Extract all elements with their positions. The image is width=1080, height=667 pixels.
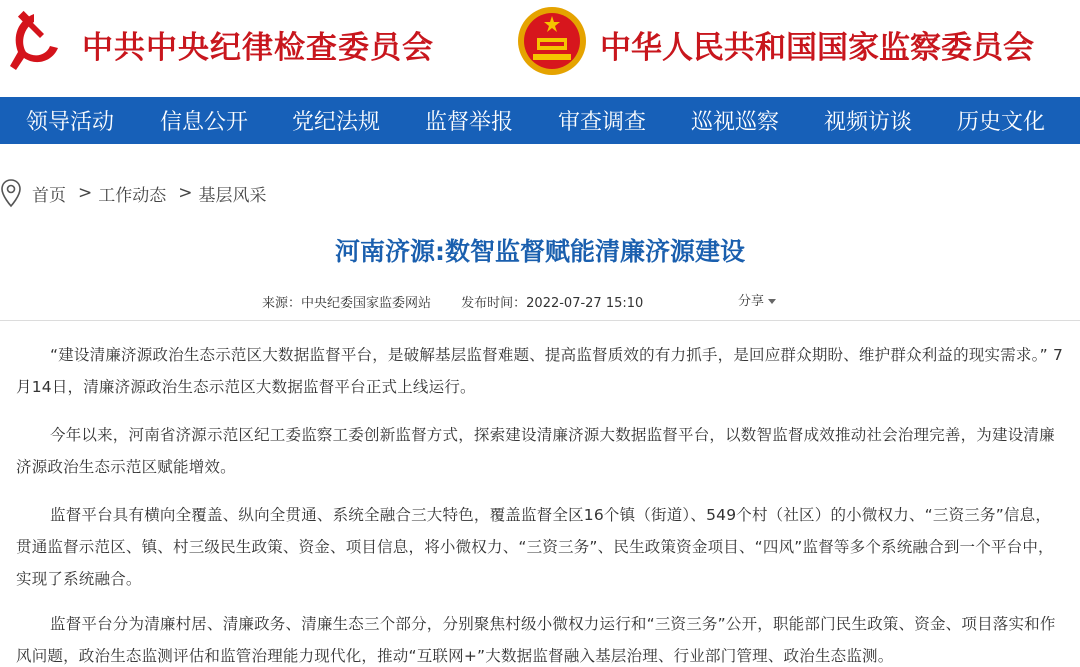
article-source: 来源：中央纪委国家监委网站	[262, 296, 432, 311]
national-emblem-icon	[515, 4, 589, 78]
site-header	[0, 0, 1080, 97]
chevron-down-icon	[768, 299, 776, 304]
nav-item-video[interactable]: 视频访谈	[824, 110, 913, 135]
breadcrumb-separator: >	[178, 183, 193, 203]
breadcrumb-separator: >	[78, 183, 93, 203]
article-paragraph: 监督平台分为清廉村居、清廉政务、清廉生态三个部分，分别聚焦村级小微权力运行和“三资三务”公开，职能部门民生政策、资金、项目落实和作风问题，政治生态监测评估和监管治理能力现代化，推动“互联网+”大数据监督融入基层治理、行业部门管理、政治生态监测。	[16, 615, 1056, 665]
share-label: 分享	[738, 294, 765, 309]
breadcrumb-home[interactable]: 首页	[32, 185, 66, 206]
article-paragraph: “建设清廉济源政治生态示范区大数据监督平台，是破解基层监督难题、提高监督质效的有力抓手，是回应群众期盼、维护群众利益的现实需求。” 7月14日，清廉济源政治生态示范区大数据监督平台正式上线运行。	[16, 346, 1064, 396]
article-date: 发布时间：2022-07-27 15:10	[461, 296, 644, 311]
article-paragraph: 今年以来，河南省济源示范区纪工委监察工委创新监督方式，探索建设清廉济源大数据监督平台，以数智监督成效推动社会治理完善，为建设清廉济源政治生态示范区赋能增效。	[16, 426, 1055, 476]
nav-item-leadership[interactable]: 领导活动	[26, 110, 115, 135]
nav-item-inspection[interactable]: 巡视巡察	[691, 110, 780, 135]
party-emblem-icon	[4, 6, 64, 76]
nav-item-report[interactable]: 监督举报	[425, 110, 514, 135]
nav-item-history[interactable]: 历史文化	[957, 110, 1046, 135]
breadcrumb-grassroots[interactable]: 基层风采	[198, 185, 267, 206]
article-paragraph: 监督平台具有横向全覆盖、纵向全贯通、系统全融合三大特色，覆盖监督全区16个镇（街道）、549个村（社区）的小微权力、“三资三务”信息，贯通监督示范区、镇、村三级民生政策、资金、项目信息，将小微权力、“三资三务”、民生政策资金项目、“四风”监督等多个系统融合到一个平台中，实现了系统融合。	[16, 506, 1054, 588]
nsc-title[interactable]: 中华人民共和国国家监察委员会	[600, 30, 1034, 66]
article-title: 河南济源:数智监督赋能清廉济源建设	[335, 237, 745, 266]
nav-item-regulations[interactable]: 党纪法规	[292, 110, 381, 135]
main-nav	[0, 97, 1080, 144]
nav-item-info-disclosure[interactable]: 信息公开	[160, 110, 249, 135]
breadcrumb-work-news[interactable]: 工作动态	[98, 185, 167, 206]
location-pin-icon	[0, 178, 22, 208]
divider	[0, 320, 1080, 321]
share-button[interactable]	[738, 290, 776, 309]
breadcrumb	[0, 176, 267, 210]
cdi-title[interactable]: 中共中央纪律检查委员会	[82, 30, 434, 66]
article-meta	[262, 292, 669, 311]
nav-item-investigation[interactable]: 审查调查	[558, 110, 647, 135]
